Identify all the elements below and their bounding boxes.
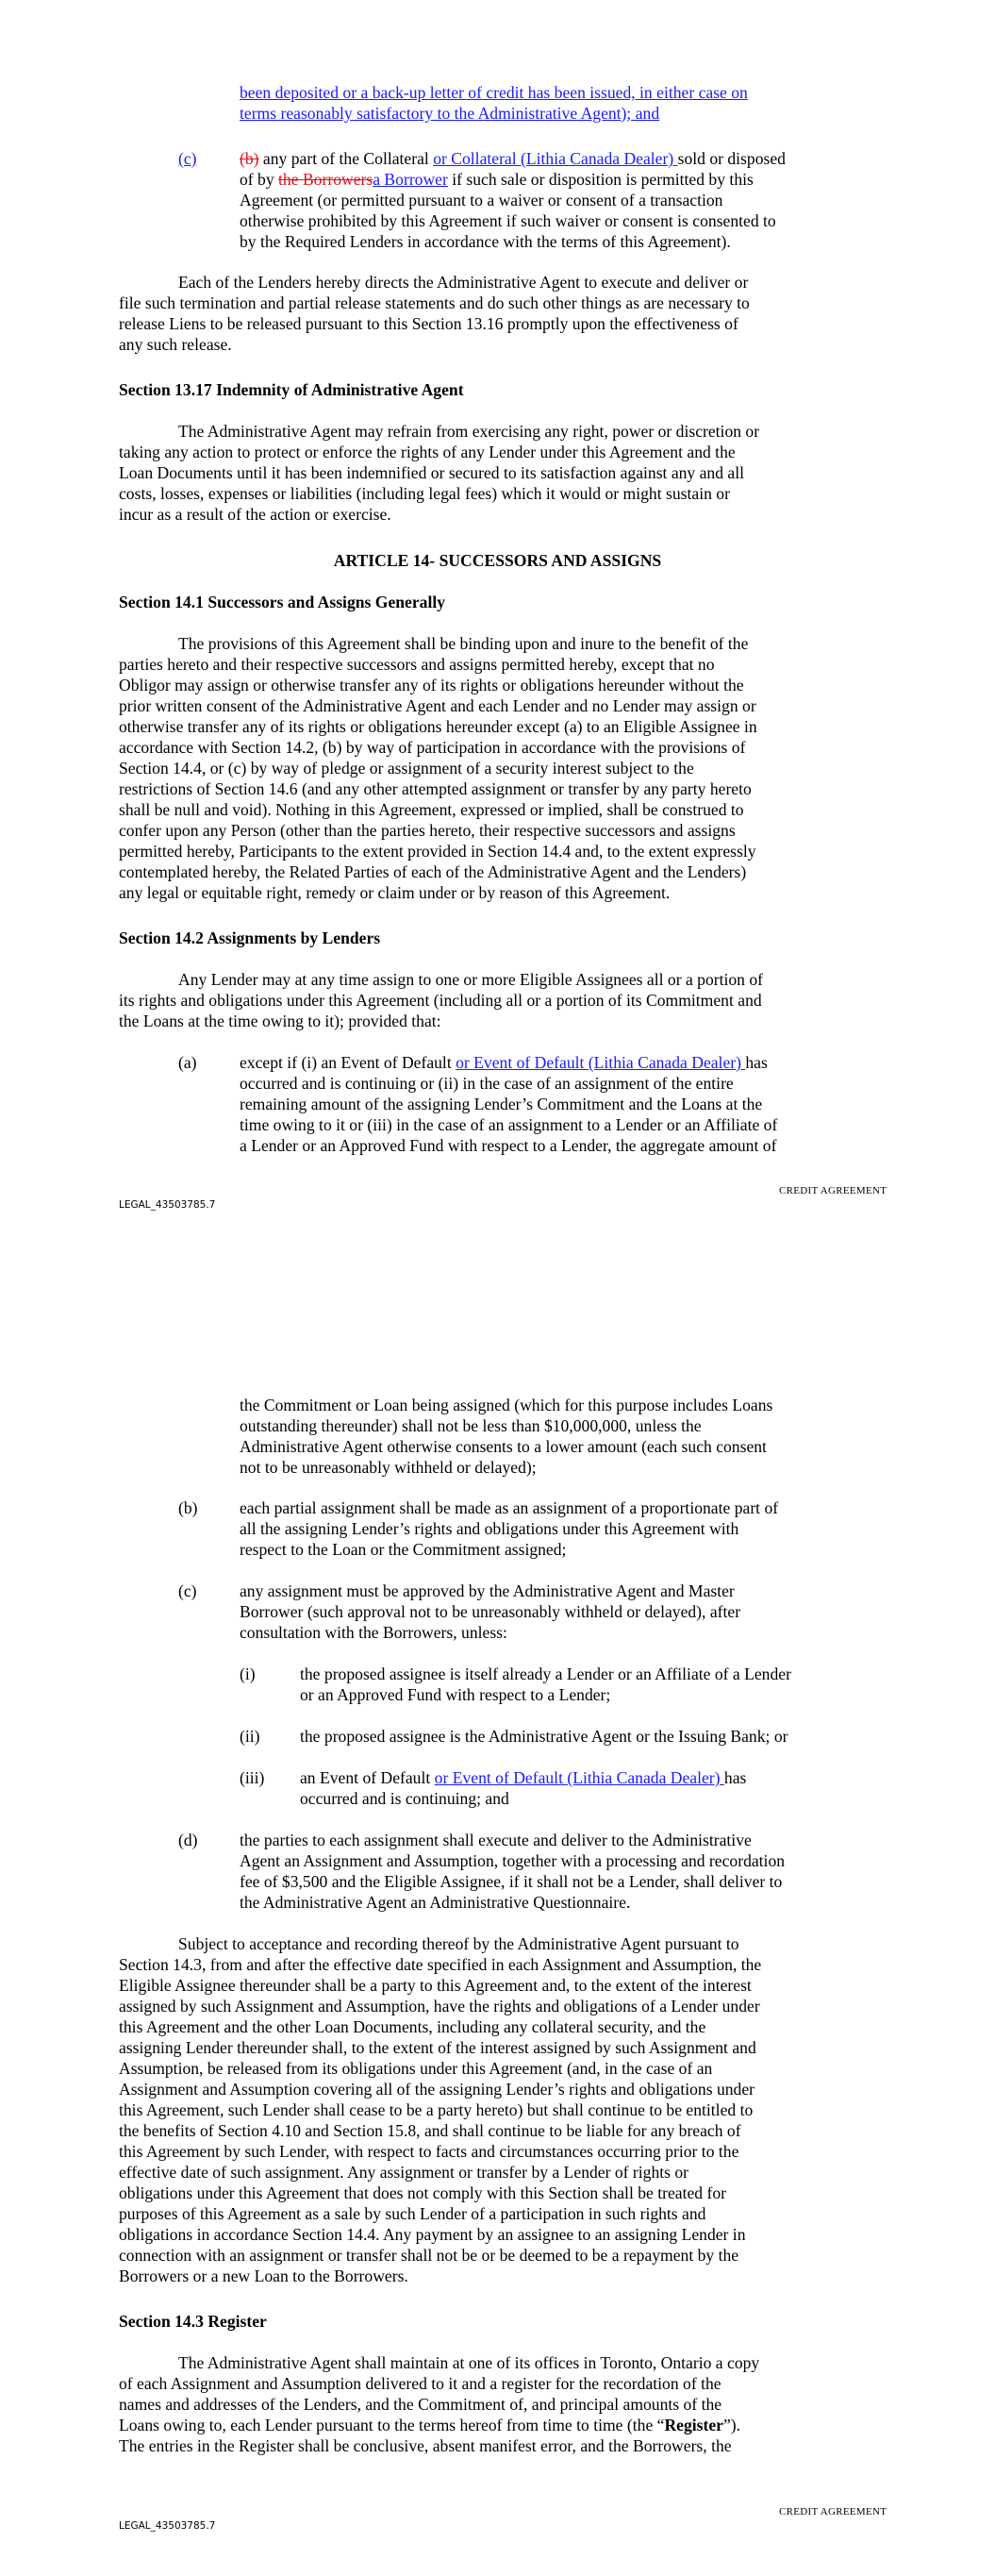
item-b-line: respect to the Loan or the Commitment assigned; xyxy=(240,1540,567,1559)
paragraph-line: otherwise transfer any of its rights or obligations hereunder except (a) to an Eligible Assignee in xyxy=(119,717,757,736)
item-d-line: the Administrative Agent an Administrative Questionnaire. xyxy=(240,1893,631,1912)
paragraph-line: parties hereto and their respective successors and assigns permitted hereby, except that no xyxy=(119,655,715,674)
paragraph-line: Section 14.3, from and after the effective date specified in each Assignment and Assumption, the xyxy=(119,1955,762,1974)
sub-ii-label: (ii) xyxy=(240,1727,260,1746)
sub-i-line: or an Approved Fund with respect to a Lender; xyxy=(300,1685,611,1704)
paragraph-line: Assumption, be released from its obligations under this Agreement (and, in the case of an xyxy=(119,2059,713,2078)
sub-iii-line: occurred and is continuing; and xyxy=(300,1789,509,1808)
paragraph-line: The provisions of this Agreement shall be binding upon and inure to the benefit of the xyxy=(178,634,749,653)
item-a-line: outstanding thereunder) shall not be less than $10,000,000, unless the xyxy=(240,1416,702,1435)
paragraph-line: effective date of such assignment. Any assignment or transfer by a Lender of rights or xyxy=(119,2163,689,2182)
paragraph-line: release Liens to be released pursuant to this Section 13.16 promptly upon the effectiveness of xyxy=(119,314,738,333)
paragraph-line: assigned by such Assignment and Assumption, have the rights and obligations of a Lender under xyxy=(119,1997,760,2016)
item-a-line: remaining amount of the assigning Lender’s Commitment and the Loans at the xyxy=(240,1095,763,1113)
inserted-text-line: terms reasonably satisfactory to the Administrative Agent); and xyxy=(240,104,660,123)
item-c-line: of by the Borrowersa Borrower if such sale or disposition is permitted by this xyxy=(240,170,754,189)
item-b-line: all the assigning Lender’s rights and obligations under this Agreement with xyxy=(240,1519,739,1538)
paragraph-line: assigning Lender thereunder shall, to the extent of the interest assigned by such Assignment and xyxy=(119,2038,756,2057)
section-heading: Section 14.3 Register xyxy=(119,2312,267,2331)
paragraph-line: costs, losses, expenses or liabilities (including legal fees) which it would or might sustain or xyxy=(119,484,730,503)
paragraph-line: Assignment and Assumption covering all of the assigning Lender’s rights and obligations under xyxy=(119,2080,755,2099)
paragraph-line: prior written consent of the Administrative Agent and each Lender and no Lender may assign or xyxy=(119,696,756,715)
paragraph-line: contemplated hereby, the Related Parties of each of the Administrative Agent and the Lenders) xyxy=(119,862,747,881)
paragraph-line: The entries in the Register shall be conclusive, absent manifest error, and the Borrowers, the xyxy=(119,2436,732,2455)
item-c-label: (c) xyxy=(178,1581,197,1600)
item-c-label: (c) xyxy=(178,149,197,168)
item-a-line: Administrative Agent otherwise consents to a lower amount (each such consent xyxy=(240,1437,767,1456)
sub-ii-line: the proposed assignee is the Administrative Agent or the Issuing Bank; or xyxy=(300,1727,788,1746)
paragraph-line: this Agreement and the other Loan Documents, including any collateral security, and the xyxy=(119,2017,706,2036)
paragraph-line: obligations under this Agreement that does not comply with this Section shall be treated for xyxy=(119,2183,727,2202)
article-heading: ARTICLE 14- SUCCESSORS AND ASSIGNS xyxy=(333,551,662,570)
sub-iii-label: (iii) xyxy=(240,1768,265,1787)
item-a-line: occurred and is continuing or (ii) in the case of an assignment of the entire xyxy=(240,1074,734,1093)
item-a-line: except if (i) an Event of Default or Event of Default (Lithia Canada Dealer) has xyxy=(240,1053,768,1072)
item-c-line: (b) any part of the Collateral or Collateral (Lithia Canada Dealer) sold or disposed xyxy=(240,149,786,168)
paragraph-line: Eligible Assignee thereunder shall be a party to this Agreement and, to the extent of the interest xyxy=(119,1976,752,1995)
footer-title: CREDIT AGREEMENT xyxy=(779,2506,887,2517)
item-c-line: otherwise prohibited by this Agreement if such waiver or consent is consented to xyxy=(240,211,776,230)
paragraph-line: this Agreement by such Lender, with respect to facts and circumstances occurring prior to the xyxy=(119,2142,739,2161)
paragraph-line: its rights and obligations under this Agreement (including all or a portion of its Commitment and xyxy=(119,991,762,1010)
paragraph-line: Obligor may assign or otherwise transfer any of its rights or obligations hereunder without the xyxy=(119,676,744,694)
paragraph-line: confer upon any Person (other than the parties hereto, their respective successors and assigns xyxy=(119,821,736,840)
item-a-label: (a) xyxy=(178,1053,197,1072)
paragraph-line: names and addresses of the Lenders, and the Commitment of, and principal amounts of the xyxy=(119,2395,722,2414)
sub-i-label: (i) xyxy=(240,1664,256,1683)
footer-doc-code: LEGAL_43503785.7 xyxy=(119,2520,216,2532)
paragraph-line: incur as a result of the action or exercise. xyxy=(119,505,391,524)
paragraph-line: The Administrative Agent shall maintain at one of its offices in Toronto, Ontario a copy xyxy=(178,2353,760,2372)
paragraph-line: Section 14.4, or (c) by way of pledge or assignment of a security interest subject to the xyxy=(119,759,694,778)
paragraph-line: Any Lender may at any time assign to one or more Eligible Assignees all or a portion of xyxy=(178,970,764,989)
item-c-line: Borrower (such approval not to be unreasonably withheld or delayed), after xyxy=(240,1602,741,1621)
item-a-line: not to be unreasonably withheld or delayed); xyxy=(240,1458,537,1477)
item-d-line: fee of $3,500 and the Eligible Assignee, if it shall not be a Lender, shall deliver to xyxy=(240,1872,783,1891)
sub-iii-line: an Event of Default or Event of Default (Lithia Canada Dealer) has xyxy=(300,1768,747,1787)
paragraph-line: permitted hereby, Participants to the extent provided in Section 14.4 and, to the extent expressly xyxy=(119,842,756,861)
paragraph-line: the Loans at the time owing to it); provided that: xyxy=(119,1012,441,1030)
paragraph-line: any such release. xyxy=(119,335,232,354)
paragraph-line: shall be null and void). Nothing in this Agreement, expressed or implied, shall be construed to xyxy=(119,800,744,819)
item-c-line: consultation with the Borrowers, unless: xyxy=(240,1623,507,1642)
paragraph-line: the benefits of Section 4.10 and Section 15.8, and shall continue to be liable for any breach of xyxy=(119,2121,741,2140)
paragraph-line: The Administrative Agent may refrain from exercising any right, power or discretion or xyxy=(178,422,760,441)
item-a-line: time owing to it or (iii) in the case of an assignment to a Lender or an Affiliate of xyxy=(240,1115,778,1134)
item-a-line: a Lender or an Approved Fund with respect to a Lender, the aggregate amount of xyxy=(240,1136,777,1155)
paragraph-line: Borrowers or a new Loan to the Borrowers. xyxy=(119,2267,408,2285)
paragraph-line: Subject to acceptance and recording thereof by the Administrative Agent pursuant to xyxy=(178,1934,739,1953)
page-2 xyxy=(0,1321,995,2576)
paragraph-line: connection with an assignment or transfer shall not be or be deemed to be a repayment by the xyxy=(119,2246,739,2265)
section-heading: Section 14.2 Assignments by Lenders xyxy=(119,928,381,947)
section-heading: Section 14.1 Successors and Assigns Generally xyxy=(119,593,446,611)
paragraph-line: Each of the Lenders hereby directs the Administrative Agent to execute and deliver or xyxy=(178,273,749,292)
item-c-line: any assignment must be approved by the Administrative Agent and Master xyxy=(240,1581,735,1600)
paragraph-line: of each Assignment and Assumption delivered to it and a register for the recordation of the xyxy=(119,2374,721,2393)
footer-doc-code: LEGAL_43503785.7 xyxy=(119,1199,216,1211)
paragraph-line: Loans owing to, each Lender pursuant to the terms hereof from time to time (the “Register”). xyxy=(119,2416,741,2434)
paragraph-line: Loan Documents until it has been indemnified or secured to its satisfaction against any and all xyxy=(119,463,745,482)
item-c-line: Agreement (or permitted pursuant to a waiver or consent of a transaction xyxy=(240,191,723,209)
item-d-line: Agent an Assignment and Assumption, together with a processing and recordation xyxy=(240,1851,786,1870)
inserted-text-line: been deposited or a back-up letter of credit has been issued, in either case on xyxy=(240,83,748,102)
item-a-line: the Commitment or Loan being assigned (which for this purpose includes Loans xyxy=(240,1396,773,1414)
paragraph-line: taking any action to protect or enforce the rights of any Lender under this Agreement and the xyxy=(119,443,736,461)
paragraph-line: this Agreement, such Lender shall cease to be a party hereto) but shall continue to be entitled to xyxy=(119,2100,754,2119)
item-d-line: the parties to each assignment shall execute and deliver to the Administrative xyxy=(240,1831,752,1849)
item-c-line: by the Required Lenders in accordance with the terms of this Agreement). xyxy=(240,232,731,251)
paragraph-line: purposes of this Agreement as a sale by such Lender of a participation in such rights and xyxy=(119,2204,706,2223)
paragraph-line: accordance with Section 14.2, (b) by way of participation in accordance with the provisions of xyxy=(119,738,746,757)
footer-title: CREDIT AGREEMENT xyxy=(779,1185,887,1196)
paragraph-line: any legal or equitable right, remedy or claim under or by reason of this Agreement. xyxy=(119,883,671,902)
item-d-label: (d) xyxy=(178,1831,198,1849)
item-b-label: (b) xyxy=(178,1498,198,1517)
sub-i-line: the proposed assignee is itself already a Lender or an Affiliate of a Lender xyxy=(300,1664,791,1683)
item-b-line: each partial assignment shall be made as an assignment of a proportionate part of xyxy=(240,1498,779,1517)
paragraph-line: obligations in accordance Section 14.4. Any payment by an assignee to an assigning Lender in xyxy=(119,2225,746,2244)
paragraph-line: file such termination and partial release statements and do such other things as are necessary to xyxy=(119,293,750,312)
section-heading: Section 13.17 Indemnity of Administrative Agent xyxy=(119,380,464,399)
paragraph-line: restrictions of Section 14.6 (and any other attempted assignment or transfer by any party hereto xyxy=(119,779,752,798)
